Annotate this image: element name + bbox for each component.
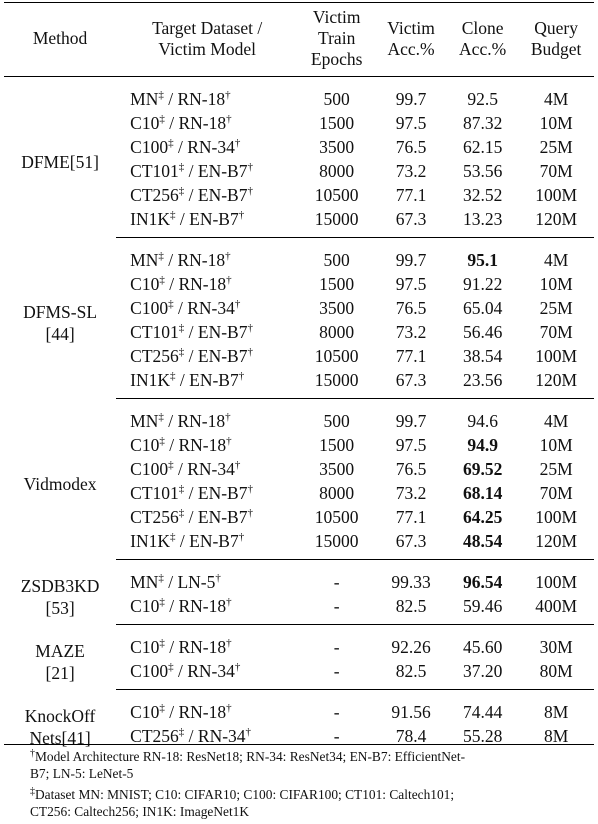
clone-acc-cell: 68.14 — [462, 482, 503, 503]
model-mark: † — [225, 249, 231, 262]
dataset-mark: ‡ — [159, 595, 165, 608]
dataset-name: IN1K — [130, 208, 171, 229]
method-name-line: DFME[51] — [21, 152, 99, 173]
dataset-name: MN — [130, 249, 159, 270]
budget-cell: 100M — [535, 345, 578, 366]
method-name — [4, 238, 116, 399]
budget-cell: 100M — [535, 506, 578, 527]
victim-acc-cell: 99.7 — [395, 88, 427, 109]
dataset-name: MN — [130, 88, 159, 109]
dataset-mark: ‡ — [170, 369, 176, 382]
header-victim-acc: Victim Acc.% — [387, 17, 435, 59]
target-victim-cell — [116, 207, 298, 238]
target-victim-cell — [116, 77, 298, 112]
budget-cell: 120M — [518, 207, 594, 238]
dataset-name: C10 — [130, 434, 160, 455]
dataset-name: CT101 — [130, 482, 179, 503]
clone-acc-cell: 37.20 — [447, 659, 518, 690]
method-name-line: MAZE — [35, 641, 85, 661]
dataset-name: CT256 — [130, 725, 179, 746]
victim-acc-cell: 78.4 — [395, 725, 427, 746]
dataset-mark: ‡ — [168, 660, 174, 673]
model-name: EN-B7 — [197, 345, 248, 366]
victim-acc-cell: 73.2 — [395, 482, 427, 503]
model-name: RN-18 — [178, 434, 227, 455]
budget-cell: 400M — [518, 594, 594, 625]
model-mark: † — [225, 410, 231, 423]
dataset-mark: ‡ — [159, 636, 165, 649]
dataset-mark: ‡ — [158, 249, 164, 262]
epochs-cell: 1500 — [319, 112, 355, 133]
model-mark: † — [234, 660, 241, 673]
dataset-name: C100 — [130, 660, 169, 681]
budget-cell: 25M — [539, 136, 573, 157]
clone-acc-cell: 32.52 — [462, 184, 503, 205]
method-name-line: Nets[41] — [29, 727, 91, 748]
target-victim-cell — [116, 344, 298, 368]
separator: / — [164, 636, 179, 657]
budget-cell: 25M — [539, 458, 573, 479]
separator: / — [175, 208, 190, 229]
dataset-mark: ‡ — [178, 321, 185, 334]
dataset-mark: ‡ — [158, 571, 164, 584]
epochs-cell: - — [333, 701, 340, 722]
model-name: RN-18 — [178, 636, 227, 657]
budget-cell: 70M — [539, 321, 573, 342]
budget-cell: 10M — [539, 434, 573, 455]
separator: / — [173, 136, 188, 157]
model-mark: † — [238, 208, 245, 221]
footnote-model-line1: Model Architecture RN-18: ResNet18; RN-34: ResNet34; EN-B7: EfficientNet- — [35, 749, 466, 764]
budget-cell: 4M — [543, 249, 569, 270]
model-name: RN-18 — [177, 88, 226, 109]
clone-acc-cell: 56.46 — [462, 321, 503, 342]
separator: / — [164, 273, 179, 294]
budget-cell: 120M — [518, 368, 594, 399]
model-name: RN-34 — [187, 136, 235, 157]
budget-cell: 4M — [543, 88, 569, 109]
model-name: EN-B7 — [197, 184, 248, 205]
epochs-cell: - — [333, 571, 340, 592]
clone-acc-cell: 74.44 — [462, 701, 503, 722]
target-victim-cell — [116, 625, 298, 660]
model-mark: † — [234, 136, 241, 149]
footnote-model-line2: B7; LN-5: LeNet-5 — [30, 766, 134, 781]
method-name — [4, 399, 116, 560]
clone-acc-cell: 69.52 — [462, 458, 503, 479]
dataset-name: CT256 — [130, 184, 179, 205]
target-victim-cell — [116, 159, 298, 183]
model-mark: † — [247, 482, 253, 495]
epochs-cell: 3500 — [319, 297, 355, 318]
budget-cell: 8M — [543, 701, 569, 722]
dataset-name: C100 — [130, 136, 169, 157]
clone-acc-cell: 13.23 — [447, 207, 518, 238]
dataset-mark: ‡ — [178, 725, 185, 738]
model-name: LN-5 — [177, 571, 216, 592]
model-mark: † — [245, 725, 252, 738]
footnote-dataset — [30, 786, 594, 820]
victim-acc-cell: 99.33 — [391, 571, 431, 592]
model-name: RN-34 — [187, 297, 235, 318]
target-victim-cell — [116, 135, 298, 159]
method-name — [4, 77, 116, 238]
epochs-cell: 10500 — [314, 345, 359, 366]
clone-acc-cell: 96.54 — [462, 571, 503, 592]
method-name-line: KnockOff — [24, 705, 96, 726]
dataset-mark: ‡ — [159, 434, 165, 447]
target-victim-cell — [116, 320, 298, 344]
model-name: RN-18 — [178, 273, 227, 294]
model-name: EN-B7 — [189, 530, 239, 551]
model-mark: † — [247, 506, 253, 519]
method-name-line: Vidmodex — [23, 474, 97, 494]
model-mark: † — [226, 595, 232, 608]
epochs-cell: 1500 — [319, 434, 355, 455]
model-mark: † — [226, 273, 232, 286]
epochs-cell: 15000 — [298, 529, 375, 560]
dataset-name: MN — [130, 571, 159, 592]
victim-acc-cell: 67.3 — [375, 207, 447, 238]
separator: / — [173, 458, 188, 479]
target-victim-cell — [116, 690, 298, 725]
victim-acc-cell: 82.5 — [375, 659, 447, 690]
epochs-cell: - — [333, 725, 340, 746]
dataset-name: C100 — [130, 297, 169, 318]
epochs-cell: 3500 — [319, 136, 355, 157]
method-name — [4, 625, 116, 690]
target-victim-cell — [116, 505, 298, 529]
victim-acc-cell: 97.5 — [395, 434, 427, 455]
method-name-line: [44] — [45, 324, 75, 344]
model-mark: † — [234, 458, 241, 471]
method-name — [4, 560, 116, 625]
epochs-cell: 8000 — [319, 160, 355, 181]
target-victim-cell — [116, 457, 298, 481]
model-name: EN-B7 — [197, 321, 248, 342]
table-header — [4, 3, 594, 77]
dataset-name: CT101 — [130, 160, 179, 181]
method-name-line: ZSDB3KD — [20, 576, 100, 596]
victim-acc-cell: 77.1 — [395, 506, 427, 527]
model-name: RN-34 — [187, 660, 235, 681]
method-name-line: [53] — [45, 598, 75, 618]
victim-acc-cell: 73.2 — [395, 321, 427, 342]
model-mark: † — [215, 571, 221, 584]
separator: / — [163, 249, 178, 270]
model-mark: † — [226, 112, 232, 125]
dataset-name: CT101 — [130, 321, 179, 342]
separator: / — [184, 725, 198, 746]
clone-acc-cell: 55.28 — [462, 725, 503, 746]
separator: / — [184, 345, 198, 366]
victim-acc-cell: 97.5 — [395, 112, 427, 133]
model-name: EN-B7 — [197, 482, 248, 503]
budget-cell: 100M — [535, 184, 578, 205]
separator: / — [175, 369, 190, 390]
dataset-mark: ‡ — [168, 458, 174, 471]
model-mark: † — [238, 369, 245, 382]
model-name: EN-B7 — [197, 160, 248, 181]
budget-cell: 25M — [539, 297, 573, 318]
epochs-cell: 8000 — [319, 321, 355, 342]
dataset-mark: ‡ — [159, 273, 165, 286]
dataset-name: C10 — [130, 112, 160, 133]
target-victim-cell — [116, 433, 298, 457]
clone-acc-cell: 95.1 — [467, 249, 498, 270]
table-row — [4, 625, 594, 660]
header-epochs: Victim Train Epochs — [310, 7, 363, 69]
dataset-name: C100 — [130, 458, 169, 479]
footnote-dagger: † — [30, 748, 35, 759]
victim-acc-cell: 77.1 — [395, 345, 427, 366]
clone-acc-cell: 62.15 — [462, 136, 503, 157]
clone-acc-cell: 87.32 — [462, 112, 503, 133]
epochs-cell: 500 — [323, 410, 350, 431]
target-victim-cell — [116, 399, 298, 434]
clone-acc-cell: 48.54 — [447, 529, 518, 560]
footnote-dataset-line2: CT256: Caltech256; IN1K: ImageNet1K — [30, 804, 250, 819]
target-victim-cell — [116, 481, 298, 505]
target-victim-cell — [116, 594, 298, 625]
budget-cell: 70M — [539, 160, 573, 181]
model-mark: † — [247, 321, 253, 334]
dataset-mark: ‡ — [178, 184, 185, 197]
footnote-model — [30, 748, 594, 782]
dataset-mark: ‡ — [158, 410, 164, 423]
victim-acc-cell: 82.5 — [375, 594, 447, 625]
clone-acc-cell: 94.6 — [467, 410, 498, 431]
epochs-cell: 3500 — [319, 458, 355, 479]
separator: / — [184, 482, 198, 503]
model-mark: † — [225, 88, 231, 101]
model-name: RN-18 — [177, 249, 226, 270]
separator: / — [173, 297, 188, 318]
dataset-name: C10 — [130, 273, 160, 294]
dataset-name: C10 — [130, 636, 160, 657]
dataset-name: C10 — [130, 595, 160, 616]
target-victim-cell — [116, 368, 298, 399]
target-victim-cell — [116, 296, 298, 320]
separator: / — [164, 701, 179, 722]
epochs-cell: 500 — [323, 249, 350, 270]
dataset-mark: ‡ — [170, 208, 176, 221]
dataset-name: C10 — [130, 701, 160, 722]
epochs-cell: 8000 — [319, 482, 355, 503]
separator: / — [173, 660, 188, 681]
model-name: RN-18 — [178, 112, 227, 133]
model-mark: † — [226, 434, 232, 447]
budget-cell: 70M — [539, 482, 573, 503]
model-mark: † — [247, 160, 253, 173]
budget-cell: 10M — [539, 273, 573, 294]
target-victim-cell — [116, 659, 298, 690]
dataset-mark: ‡ — [178, 506, 185, 519]
target-victim-cell — [116, 560, 298, 595]
model-mark: † — [238, 530, 245, 543]
table-row — [4, 77, 594, 112]
model-mark: † — [234, 297, 241, 310]
dataset-mark: ‡ — [159, 112, 165, 125]
separator: / — [163, 88, 178, 109]
model-mark: † — [247, 184, 253, 197]
dataset-mark: ‡ — [178, 160, 185, 173]
bottom-rule — [4, 744, 594, 745]
clone-acc-cell: 53.56 — [462, 160, 503, 181]
model-name: RN-34 — [187, 458, 235, 479]
clone-acc-cell: 91.22 — [462, 273, 503, 294]
model-mark: † — [226, 636, 232, 649]
dataset-name: IN1K — [130, 369, 171, 390]
epochs-cell: - — [298, 659, 375, 690]
model-name: EN-B7 — [197, 506, 248, 527]
model-name: RN-18 — [177, 410, 226, 431]
table-row — [4, 560, 594, 595]
clone-acc-cell: 45.60 — [462, 636, 503, 657]
clone-acc-cell: 65.04 — [462, 297, 503, 318]
separator: / — [163, 410, 178, 431]
comparison-table — [4, 2, 594, 754]
epochs-cell: 10500 — [314, 506, 359, 527]
header-target: Target Dataset / Victim Model — [152, 17, 263, 59]
method-name-line: DFMS-SL — [23, 302, 98, 322]
separator: / — [164, 434, 179, 455]
target-victim-cell — [116, 111, 298, 135]
epochs-cell: - — [298, 594, 375, 625]
header-clone-acc: Clone Acc.% — [459, 17, 507, 59]
separator: / — [184, 321, 198, 342]
dataset-name: MN — [130, 410, 159, 431]
target-victim-cell — [116, 183, 298, 207]
budget-cell: 120M — [518, 529, 594, 560]
victim-acc-cell: 77.1 — [395, 184, 427, 205]
clone-acc-cell: 64.25 — [462, 506, 503, 527]
victim-acc-cell: 92.26 — [391, 636, 431, 657]
clone-acc-cell: 38.54 — [462, 345, 503, 366]
epochs-cell: 15000 — [298, 368, 375, 399]
footnote-dataset-line1: Dataset MN: MNIST; C10: CIFAR10; C100: CIFAR100; CT101: Caltech101; — [35, 787, 455, 802]
separator: / — [184, 184, 198, 205]
model-name: RN-18 — [178, 595, 227, 616]
separator: / — [184, 506, 198, 527]
budget-cell: 10M — [539, 112, 573, 133]
table-row — [4, 690, 594, 725]
clone-acc-cell: 92.5 — [467, 88, 498, 109]
victim-acc-cell: 99.7 — [395, 410, 427, 431]
separator: / — [184, 160, 198, 181]
separator: / — [175, 530, 190, 551]
epochs-cell: 10500 — [314, 184, 359, 205]
victim-acc-cell: 67.3 — [375, 368, 447, 399]
dataset-mark: ‡ — [178, 345, 185, 358]
epochs-cell: - — [333, 636, 340, 657]
victim-acc-cell: 99.7 — [395, 249, 427, 270]
separator: / — [163, 571, 178, 592]
dataset-mark: ‡ — [170, 530, 176, 543]
dataset-name: CT256 — [130, 506, 179, 527]
victim-acc-cell: 67.3 — [375, 529, 447, 560]
budget-cell: 8M — [543, 725, 569, 746]
dataset-name: CT256 — [130, 345, 179, 366]
header-budget: Query Budget — [530, 17, 582, 59]
model-name: EN-B7 — [189, 208, 239, 229]
victim-acc-cell: 91.56 — [391, 701, 431, 722]
separator: / — [164, 112, 179, 133]
dataset-mark: ‡ — [168, 297, 174, 310]
header-method: Method — [32, 28, 88, 48]
dataset-mark: ‡ — [159, 701, 165, 714]
table-row — [4, 238, 594, 273]
dataset-name: IN1K — [130, 530, 171, 551]
target-victim-cell — [116, 272, 298, 296]
model-name: EN-B7 — [189, 369, 239, 390]
model-mark: † — [247, 345, 253, 358]
dataset-mark: ‡ — [158, 88, 164, 101]
method-name-line: [21] — [45, 663, 75, 683]
clone-acc-cell: 23.56 — [447, 368, 518, 399]
budget-cell: 80M — [518, 659, 594, 690]
model-name: RN-18 — [178, 701, 227, 722]
budget-cell: 100M — [535, 571, 578, 592]
table-row — [4, 399, 594, 434]
separator: / — [164, 595, 179, 616]
clone-acc-cell: 94.9 — [467, 434, 498, 455]
victim-acc-cell: 76.5 — [395, 458, 427, 479]
table-body — [4, 77, 594, 755]
model-mark: † — [226, 701, 232, 714]
victim-acc-cell: 73.2 — [395, 160, 427, 181]
budget-cell: 4M — [543, 410, 569, 431]
target-victim-cell — [116, 238, 298, 273]
target-victim-cell — [116, 529, 298, 560]
victim-acc-cell: 76.5 — [395, 136, 427, 157]
epochs-cell: 500 — [323, 88, 350, 109]
victim-acc-cell: 76.5 — [395, 297, 427, 318]
victim-acc-cell: 97.5 — [395, 273, 427, 294]
epochs-cell: 1500 — [319, 273, 355, 294]
model-name: RN-34 — [197, 725, 246, 746]
header-row — [4, 3, 594, 77]
clone-acc-cell: 59.46 — [447, 594, 518, 625]
budget-cell: 30M — [539, 636, 573, 657]
epochs-cell: 15000 — [298, 207, 375, 238]
dataset-mark: ‡ — [168, 136, 174, 149]
dataset-mark: ‡ — [178, 482, 185, 495]
footnote-ddagger: ‡ — [30, 786, 35, 797]
